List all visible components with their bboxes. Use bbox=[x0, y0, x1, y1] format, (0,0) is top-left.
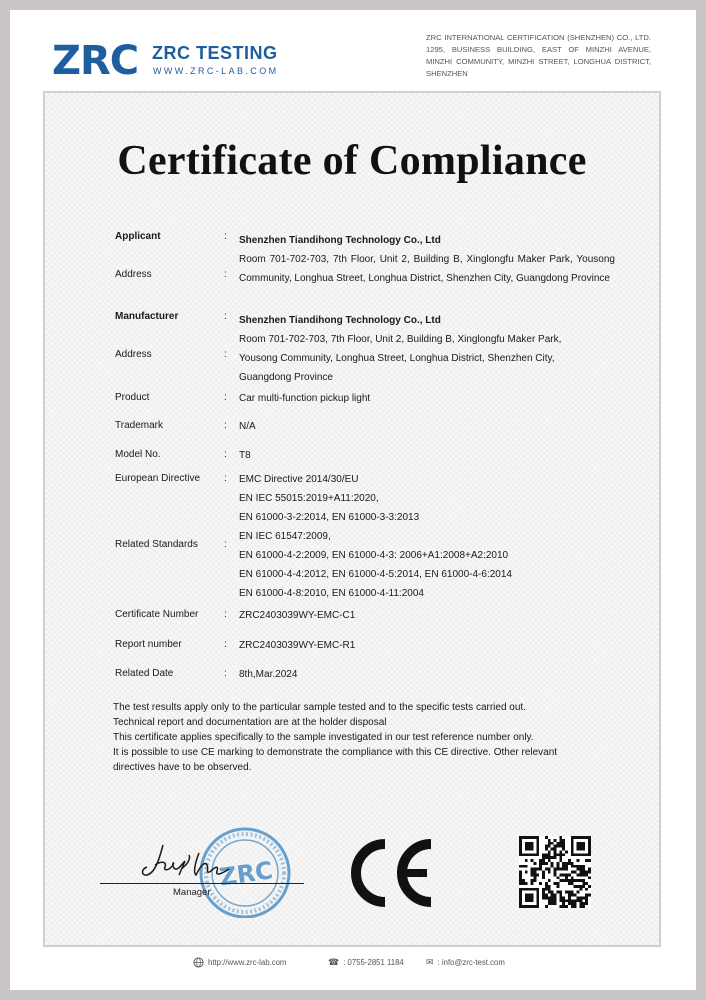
note-line: The test results apply only to the particular sample tested and to the specific tests carried out. bbox=[113, 702, 526, 713]
trademark-label: Trademark bbox=[115, 420, 163, 431]
directive-label: European Directive bbox=[115, 473, 201, 484]
colon: : bbox=[224, 539, 227, 550]
certificate-title: Certificate of Compliance bbox=[117, 138, 587, 184]
note-line: It is possible to use CE marking to demonstrate the compliance with this CE directive. Other relevant directives have to be observed. bbox=[113, 747, 558, 773]
product-value: Car multi-function pickup light bbox=[239, 393, 371, 404]
applicant-label: Applicant bbox=[115, 231, 161, 242]
mail-icon: ✉ bbox=[426, 957, 434, 967]
related-date-label: Related Date bbox=[115, 668, 174, 679]
note-line: Technical report and documentation are at the holder disposal bbox=[113, 717, 387, 728]
standard-line: EN 61000-4-4:2012, EN 61000-4-5:2014, EN 61000-4-6:2014 bbox=[239, 569, 512, 580]
standard-line: EN 61000-4-8:2010, EN 61000-4-11:2004 bbox=[239, 588, 424, 599]
signature-line bbox=[100, 883, 304, 884]
globe-icon bbox=[193, 957, 204, 968]
colon: : bbox=[224, 311, 227, 322]
manufacturer-address-label: Address bbox=[115, 349, 152, 360]
certificate-frame bbox=[43, 91, 661, 947]
colon: : bbox=[224, 349, 227, 360]
manufacturer-address-value: Room 701-702-703, 7th Floor, Unit 2, Building B, Xinglongfu Maker Park, Yousong Community, Longhua Street, Longhua District, Shenzhen City, Guangdong Province bbox=[239, 334, 562, 383]
manufacturer-label: Manufacturer bbox=[115, 311, 179, 322]
related-date-value: 8th,Mar.2024 bbox=[239, 669, 298, 680]
logo-url: WWW.ZRC-LAB.COM bbox=[153, 66, 279, 76]
ce-mark-icon bbox=[345, 838, 437, 908]
colon: : bbox=[224, 639, 227, 650]
colon: : bbox=[224, 420, 227, 431]
footer-email[interactable] bbox=[426, 957, 505, 968]
manager-title: Manager bbox=[173, 887, 211, 898]
certificate-number-label: Certificate Number bbox=[115, 609, 199, 620]
colon: : bbox=[224, 269, 227, 280]
certificate-number-value: ZRC2403039WY-EMC-C1 bbox=[239, 610, 356, 621]
header-company-address: ZRC INTERNATIONAL CERTIFICATION (SHENZHEN) CO., LTD. 1295, BUSINESS BUILDING, EAST OF MINZHI AVENUE, MINZHI COMMUNITY, MINZHI STREET, LONGHUA DISTRICT, SHENZHEN bbox=[426, 33, 651, 78]
footer-email-text: : info@zrc-test.com bbox=[437, 958, 505, 967]
logo-name: ZRC TESTING bbox=[152, 43, 278, 63]
standard-line: EN 61000-4-2:2009, EN 61000-4-3: 2006+A1:2008+A2:2010 bbox=[239, 550, 509, 561]
colon: : bbox=[224, 231, 227, 242]
product-label: Product bbox=[115, 392, 150, 403]
report-number-value: ZRC2403039WY-EMC-R1 bbox=[239, 640, 356, 651]
standards-label: Related Standards bbox=[115, 539, 198, 550]
certificate-notes bbox=[113, 700, 583, 775]
trademark-value: N/A bbox=[239, 421, 256, 432]
applicant-value: Shenzhen Tiandihong Technology Co., Ltd bbox=[239, 235, 441, 246]
standard-line: EN IEC 61547:2009, bbox=[239, 531, 331, 542]
standards-list bbox=[239, 489, 615, 603]
colon: : bbox=[224, 609, 227, 620]
note-line: This certificate applies specifically to the sample investigated in our test reference number only. bbox=[113, 732, 534, 743]
manager-signature bbox=[141, 835, 251, 885]
directive-value: EMC Directive 2014/30/EU bbox=[239, 474, 359, 485]
standard-line: EN 61000-3-2:2014, EN 61000-3-3:2013 bbox=[239, 512, 420, 523]
footer-phone bbox=[328, 957, 404, 968]
manufacturer-value: Shenzhen Tiandihong Technology Co., Ltd bbox=[239, 315, 441, 326]
report-number-label: Report number bbox=[115, 639, 182, 650]
footer-website-text: http://www.zrc-lab.com bbox=[208, 958, 287, 967]
phone-icon: ☎ bbox=[328, 957, 340, 967]
colon: : bbox=[224, 668, 227, 679]
applicant-address-label: Address bbox=[115, 269, 152, 280]
footer-phone-text: : 0755-2851 1184 bbox=[343, 958, 404, 967]
qr-code bbox=[519, 836, 591, 908]
colon: : bbox=[224, 449, 227, 460]
model-value: T8 bbox=[239, 450, 251, 461]
footer-website[interactable] bbox=[193, 957, 286, 968]
standard-line: EN IEC 55015:2019+A11:2020, bbox=[239, 493, 379, 504]
logo-mark: ZRC bbox=[52, 38, 139, 84]
model-label: Model No. bbox=[115, 449, 161, 460]
zrc-logo bbox=[52, 35, 282, 87]
applicant-address-value: Room 701-702-703, 7th Floor, Unit 2, Building B, Xinglongfu Maker Park, Yousong Community, Longhua Street, Longhua District, Shenzhen City, Guangdong Province bbox=[239, 254, 615, 284]
certificate-page bbox=[10, 10, 696, 990]
colon: : bbox=[224, 473, 227, 484]
colon: : bbox=[224, 392, 227, 403]
svg-text:ZRC: ZRC bbox=[217, 856, 275, 892]
